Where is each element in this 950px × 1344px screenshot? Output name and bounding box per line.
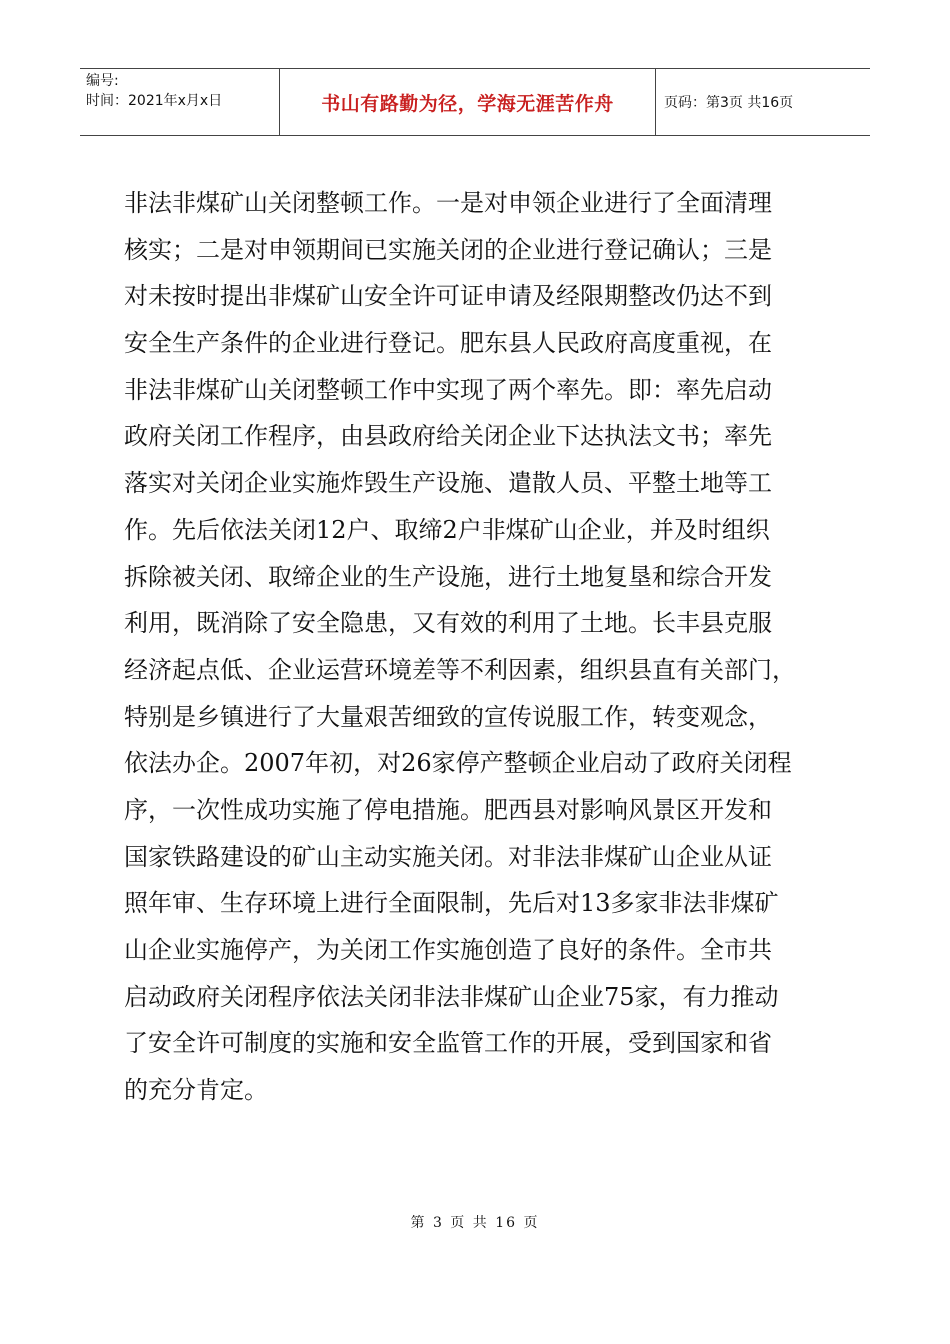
header-page-info: 页码：第3页 共16页 [664, 95, 794, 111]
body-line: 国家铁路建设的矿山主动实施关闭。对非法非煤矿山企业从证 [124, 842, 772, 871]
body-line: 核实；二是对申领期间已实施关闭的企业进行登记确认；三是 [124, 235, 772, 264]
body-line: 经济起点低、企业运营环境差等不利因素，组织县直有关部门， [124, 655, 796, 684]
date-label: 时间：2021年x月x日 [86, 93, 223, 109]
body-line: 的充分肯定。 [124, 1076, 268, 1105]
body-line: 安全生产条件的企业进行登记。肥东县人民政府高度重视，在 [124, 329, 772, 358]
body-line: 依法办企。2007年初，对26家停产整顿企业启动了政府关闭程 [124, 749, 792, 778]
page-header [80, 68, 870, 136]
body-line: 利用，既消除了安全隐患，又有效的利用了土地。长丰县克服 [124, 609, 772, 638]
body-line: 对未按时提出非煤矿山安全许可证申请及经限期整改仍达不到 [124, 282, 772, 311]
document-body [124, 180, 832, 1114]
body-line: 政府关闭工作程序，由县政府给关闭企业下达执法文书；率先 [124, 422, 772, 451]
body-line: 特别是乡镇进行了大量艰苦细致的宣传说服工作，转变观念， [124, 702, 772, 731]
page-footer: 第 3 页 共 16 页 [410, 1215, 540, 1231]
body-line: 山企业实施停产，为关闭工作实施创造了良好的条件。全市共 [124, 936, 772, 964]
body-line: 落实对关闭企业实施炸毁生产设施、遣散人员、平整土地等工 [124, 469, 772, 498]
body-line: 作。先后依法关闭12户、取缔2户非煤矿山企业，并及时组织 [124, 515, 770, 544]
body-line: 了安全许可制度的实施和安全监管工作的开展，受到国家和省 [124, 1029, 772, 1058]
body-line: 序，一次性成功实施了停电措施。肥西县对影响风景区开发和 [124, 795, 772, 824]
header-meta [80, 69, 280, 135]
body-line: 照年审、生存环境上进行全面限制，先后对13多家非法非煤矿 [124, 889, 779, 918]
body-line: 非法非煤矿山关闭整顿工作中实现了两个率先。即：率先启动 [124, 375, 772, 404]
body-line: 启动政府关闭程序依法关闭非法非煤矿山企业75家，有力推动 [124, 982, 779, 1011]
header-motto: 书山有路勤为径，学海无涯苦作舟 [280, 69, 656, 135]
serial-label: 编号: [86, 73, 119, 89]
body-line: 非法非煤矿山关闭整顿工作。一是对申领企业进行了全面清理 [124, 189, 772, 217]
body-line: 拆除被关闭、取缔企业的生产设施，进行土地复垦和综合开发 [124, 562, 772, 591]
